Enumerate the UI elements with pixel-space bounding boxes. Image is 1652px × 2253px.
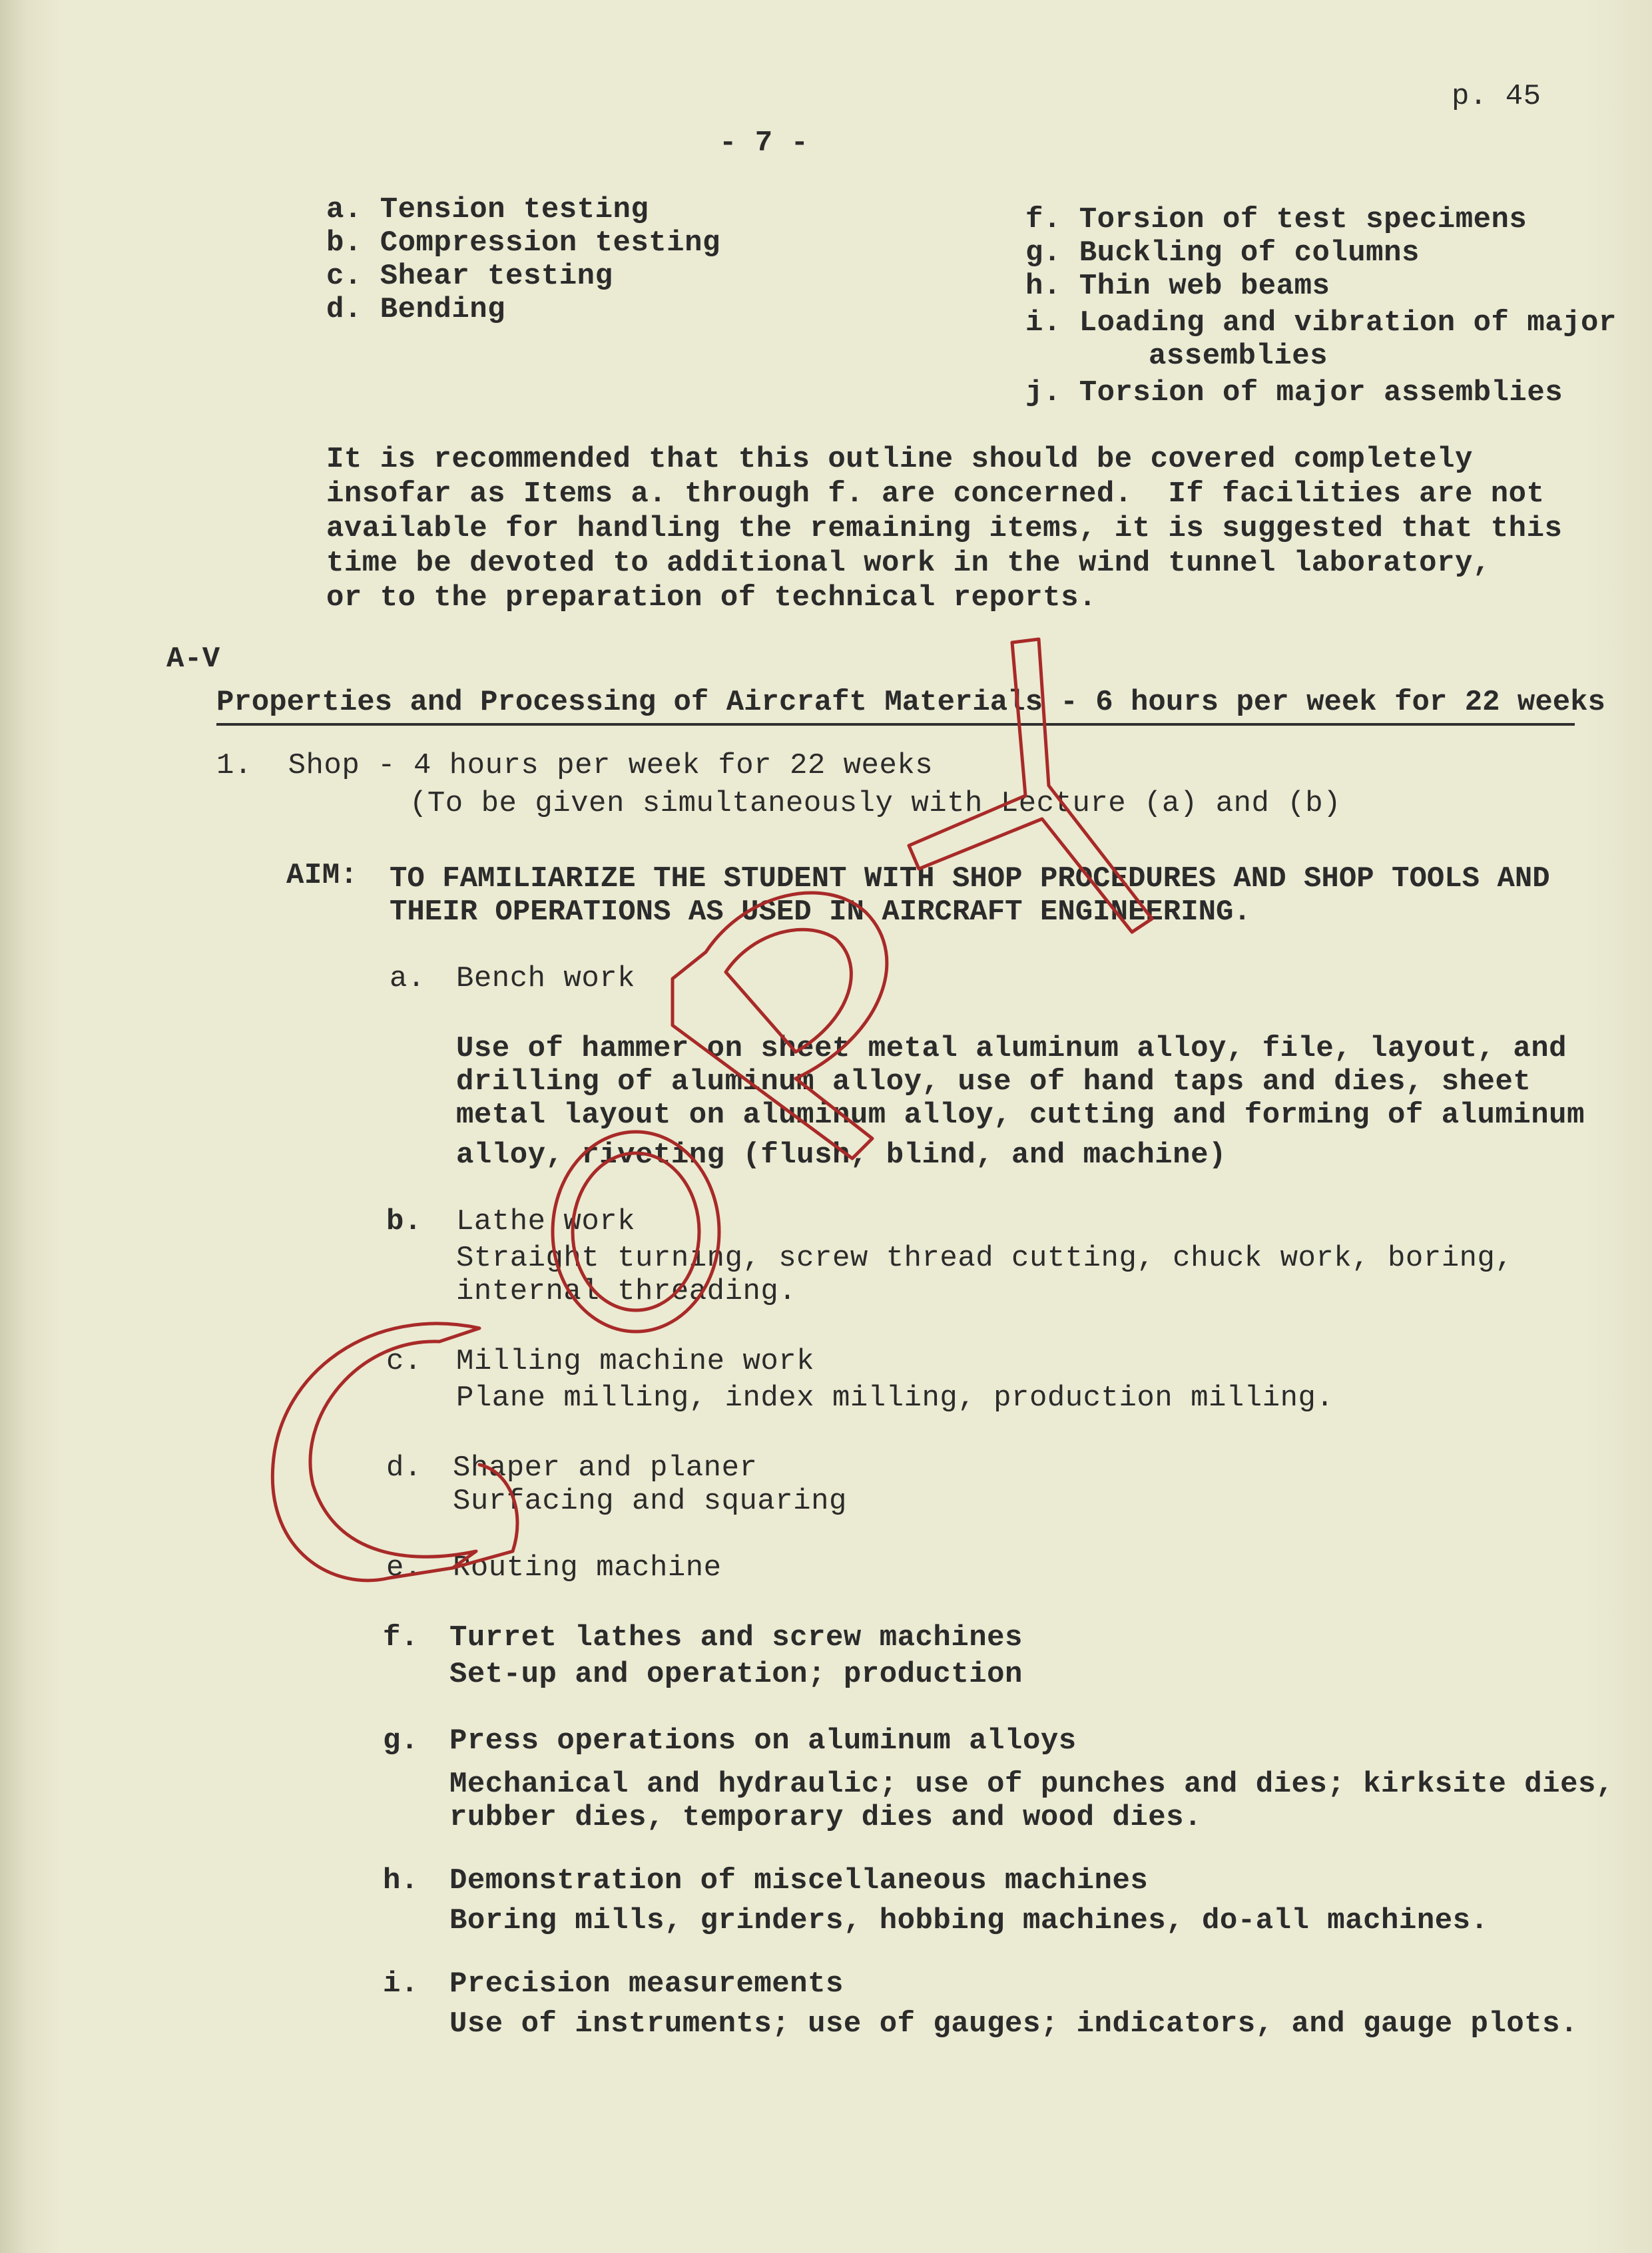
list-item: h. Thin web beams bbox=[1025, 270, 1330, 303]
list-item: b. Compression testing bbox=[326, 226, 720, 260]
paragraph-line: available for handling the remaining items, it is suggested that this bbox=[326, 512, 1563, 545]
list-item: i. Loading and vibration of major bbox=[1025, 306, 1617, 340]
shop-line: 1. Shop - 4 hours per week for 22 weeks bbox=[216, 749, 934, 782]
item-title: Precision measurements bbox=[449, 1967, 844, 2001]
list-item: g. Buckling of columns bbox=[1025, 236, 1420, 270]
paragraph-line: or to the preparation of technical reports. bbox=[326, 581, 1097, 615]
list-item: j. Torsion of major assemblies bbox=[1025, 376, 1563, 409]
item-letter: d. bbox=[386, 1451, 422, 1485]
item-body-line: rubber dies, temporary dies and wood dies. bbox=[449, 1801, 1202, 1834]
item-letter: f. bbox=[383, 1621, 419, 1654]
list-item: assemblies bbox=[1149, 340, 1328, 373]
item-letter: i. bbox=[383, 1967, 419, 2001]
item-title: Routing machine bbox=[453, 1551, 722, 1585]
item-letter: b. bbox=[386, 1205, 422, 1238]
item-title: Lathe work bbox=[456, 1205, 636, 1238]
item-body-line: drilling of aluminum alloy, use of hand taps and dies, sheet bbox=[456, 1065, 1531, 1099]
page-label: p. 45 bbox=[1452, 80, 1541, 113]
section-code: A-V bbox=[166, 642, 220, 676]
list-item: a. Tension testing bbox=[326, 193, 649, 226]
item-title: Press operations on aluminum alloys bbox=[449, 1724, 1077, 1758]
item-letter: h. bbox=[383, 1864, 419, 1897]
item-body-line: Mechanical and hydraulic; use of punches and dies; kirksite dies, bbox=[449, 1768, 1614, 1801]
item-letter: g. bbox=[383, 1724, 419, 1758]
item-body-line: Set-up and operation; production bbox=[449, 1658, 1023, 1691]
paragraph-line: insofar as Items a. through f. are concerned. If facilities are not bbox=[326, 477, 1545, 511]
section-title-underline bbox=[216, 723, 1575, 726]
item-letter: e. bbox=[386, 1551, 422, 1585]
list-item: d. Bending bbox=[326, 293, 506, 326]
list-item: f. Torsion of test specimens bbox=[1025, 203, 1527, 236]
item-title: Bench work bbox=[456, 962, 636, 995]
item-body-line: Plane milling, index milling, production milling. bbox=[456, 1381, 1334, 1415]
item-body-line: Surfacing and squaring bbox=[453, 1485, 847, 1518]
item-title: Demonstration of miscellaneous machines bbox=[449, 1864, 1149, 1897]
aim-label: AIM: bbox=[286, 859, 358, 892]
paragraph-line: It is recommended that this outline should be covered completely bbox=[326, 443, 1473, 476]
shop-note: (To be given simultaneously with Lecture (a) and (b) bbox=[410, 787, 1342, 820]
item-body-line: internal threading. bbox=[456, 1275, 797, 1308]
item-title: Milling machine work bbox=[456, 1345, 815, 1378]
item-body-line: alloy, riveting (flush, blind, and machine) bbox=[456, 1138, 1227, 1172]
item-body-line: Use of instruments; use of gauges; indicators, and gauge plots. bbox=[449, 2007, 1578, 2041]
section-title: Properties and Processing of Aircraft Materials - 6 hours per week for 22 weeks bbox=[216, 686, 1605, 719]
paragraph-line: time be devoted to additional work in the wind tunnel laboratory, bbox=[326, 547, 1491, 580]
aim-text-line: THEIR OPERATIONS AS USED IN AIRCRAFT ENGINEERING. bbox=[390, 895, 1251, 929]
aim-text-line: TO FAMILIARIZE THE STUDENT WITH SHOP PROCEDURES AND SHOP TOOLS AND bbox=[390, 862, 1550, 895]
page-number: - 7 - bbox=[719, 126, 809, 160]
item-letter: a. bbox=[390, 962, 425, 995]
item-body-line: metal layout on aluminum alloy, cutting and forming of aluminum bbox=[456, 1099, 1585, 1132]
item-body-line: Boring mills, grinders, hobbing machines, do-all machines. bbox=[449, 1904, 1489, 1937]
item-letter: c. bbox=[386, 1345, 422, 1378]
item-body-line: Use of hammer on sheet metal aluminum alloy, file, layout, and bbox=[456, 1032, 1567, 1065]
item-title: Shaper and planer bbox=[453, 1451, 758, 1485]
item-body-line: Straight turning, screw thread cutting, chuck work, boring, bbox=[456, 1242, 1514, 1275]
list-item: c. Shear testing bbox=[326, 260, 613, 293]
item-title: Turret lathes and screw machines bbox=[449, 1621, 1023, 1654]
